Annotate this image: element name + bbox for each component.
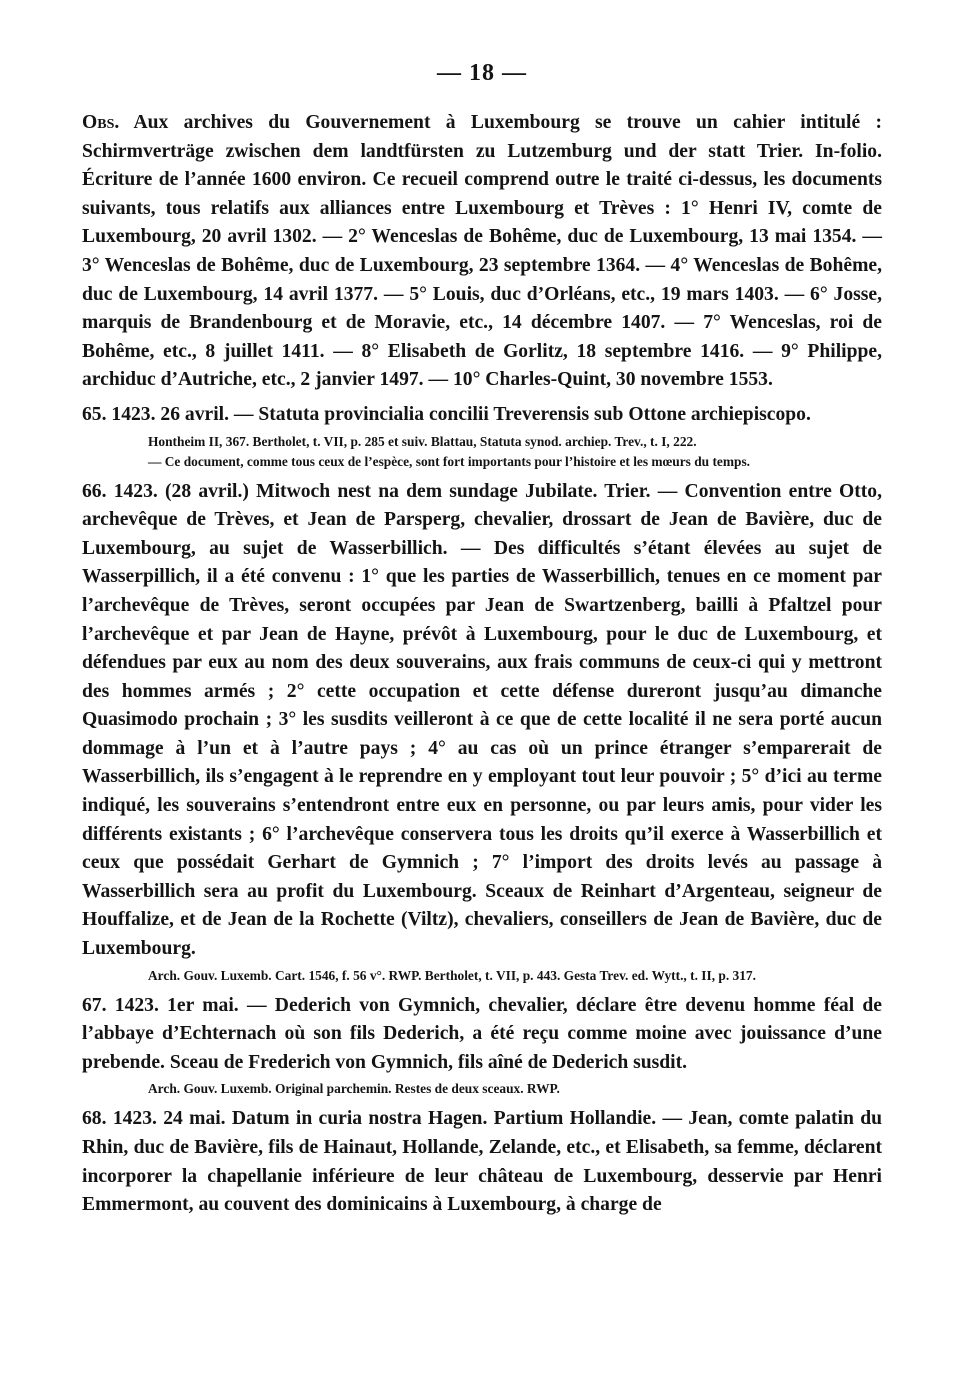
- entry-65: [82, 401, 882, 472]
- entry-66-paragraph: [82, 478, 882, 964]
- observation-text: Aux archives du Gouvernement à Luxembourg se trouve un cahier intitulé : Schirmverträge zwischen dem landtfürsten zu Lutzemburg und der statt Trier. In-folio. Écriture de l’année 1600 environ. Ce recueil comprend outre le traité ci-dessus, les documents suivants, tous relatifs aux alliances entre Luxembourg et Trèves : 1° Henri IV, comte de Luxembourg, 20 avril 1302. — 2° Wenceslas de Bohême, duc de Luxembourg, 13 mai 1354. — 3° Wenceslas de Bohême, duc de Luxembourg, 23 septembre 1364. — 4° Wenceslas de Bohême, duc de Luxembourg, 14 avril 1377. — 5° Louis, duc d’Orléans, etc., 19 mars 1403. — 6° Josse, marquis de Brandenbourg et de Moravie, etc., 14 décembre 1407. — 7° Wenceslas, roi de Bohême, etc., 8 juillet 1411. — 8° Elisabeth de Gorlitz, 18 septembre 1416. — 9° Philippe, archiduc d’Autriche, etc., 2 janvier 1497. — 10° Charles-Quint, 30 novembre 1553.: [82, 112, 882, 391]
- entry-year: 1423.: [112, 1108, 157, 1130]
- entry-67-paragraph: [82, 992, 882, 1078]
- entry-number: 66.: [82, 480, 107, 502]
- entry-66-source: Arch. Gouv. Luxemb. Cart. 1546, f. 56 v°. RWP. Bertholet, t. VII, p. 443. Gesta Trev. ed. Wytt., t. II, p. 317.: [148, 967, 756, 983]
- entry-68: [82, 1105, 882, 1219]
- entry-67: [82, 992, 882, 1100]
- entry-date: (28 avril.): [165, 480, 249, 502]
- entry-heading: Mitwoch nest na dem sundage Jubilate. Trier.: [256, 480, 651, 502]
- entry-number: 68.: [82, 1108, 107, 1130]
- entry-year: 1423.: [114, 994, 159, 1016]
- observation-paragraph: [82, 109, 882, 395]
- entry-65-source-2: — Ce document, comme tous ceux de l’espèce, sont fort importants pour l’histoire et les mœurs du temps.: [148, 453, 751, 469]
- entry-text: — Dederich von Gymnich, chevalier, déclare être devenu homme féal de l’abbaye d’Echternach où son fils Dederich, a été reçu comme moine avec jouissance d’une prebende. Sceau de Frederich von Gymnich, fils aîné de Dederich susdit.: [82, 994, 883, 1073]
- entry-text: — Jean, comte palatin du Rhin, duc de Bavière, fils de Hainaut, Hollande, Zelande, etc., et Elisabeth, sa femme, déclarent incorporer la chapellanie inférieure de leur château de Luxembourg, desservie par Henri Emmermont, au couvent des dominicains à Luxembourg, à charge de: [82, 1108, 882, 1216]
- entry-date: 1er mai.: [167, 994, 239, 1016]
- entry-number: 65.: [82, 403, 107, 425]
- page-number: — 18 —: [437, 60, 527, 86]
- entry-65-source-1: Hontheim II, 367. Bertholet, t. VII, p. 285 et suiv. Blattau, Statuta synod. archiep. Trev., t. I, 222.: [148, 433, 697, 449]
- entry-text: — Statuta provincialia concilii Treverensis sub Ottone archiepiscopo.: [233, 403, 811, 425]
- entry-heading: Datum in curia nostra Hagen. Partium Hollandie.: [231, 1108, 657, 1130]
- entry-67-source: Arch. Gouv. Luxemb. Original parchemin. Restes de deux sceaux. RWP.: [148, 1081, 560, 1097]
- entry-68-paragraph: [82, 1105, 882, 1219]
- observation-label: Obs.: [82, 112, 120, 133]
- entry-year: 1423.: [111, 403, 156, 425]
- entry-text: — Convention entre Otto, archevêque de Trèves, et Jean de Parsperg, chevalier, drossart de Jean de Bavière, duc de Luxembourg, au sujet de Wasserbillich. — Des difficultés s’étant élevées au sujet de Wasserpillich, il a été convenu : 1° que les parties de Wasserbillich, tenues en ce moment par l’archevêque de Trèves, seront occupées par Jean de Swartzenberg, bailli à Pfaltzel pour l’archevêque et par Jean de Hayne, prévôt à Luxembourg, pour le duc de Luxembourg, et défendues par eux au nom des deux souverains, aux frais communs de ceux-ci qui y mettront des hommes armés ; 2° cette occupation et cette défense dureront jusqu’au dimanche Quasimodo prochain ; 3° les susdits veilleront à ce que de cette localité il ne sera porté aucun dommage à l’un et à l’autre pays ; 4° au cas où un prince étranger s’emparerait de Wasserbillich, ils s’engagent à le reprendre en y employant tout leur pouvoir ; 5° d’ici au terme indiqué, les souverains s’entendront entre eux en personne, ou par leurs amis, pour vider les différents existants ; 6° l’archevêque conservera tous les droits qu’il exerce à Wasserbillich et ceux que possédait Gerhart de Gymnich ; 7° l’import des droits levés au passage à Wasserbillich sera au profit du Luxembourg. Sceaux de Reinhart d’Argenteau, seigneur de Houffalize, et de Jean de la Rochette (Viltz), chevaliers, conseillers de Jean de Bavière, duc de Luxembourg.: [82, 480, 882, 960]
- entry-66: [82, 478, 882, 986]
- entry-date: 24 mai.: [163, 1108, 226, 1130]
- entry-65-paragraph: [82, 401, 882, 430]
- entry-number: 67.: [82, 994, 107, 1016]
- entry-date: 26 avril.: [160, 403, 229, 425]
- entry-year: 1423.: [113, 480, 158, 502]
